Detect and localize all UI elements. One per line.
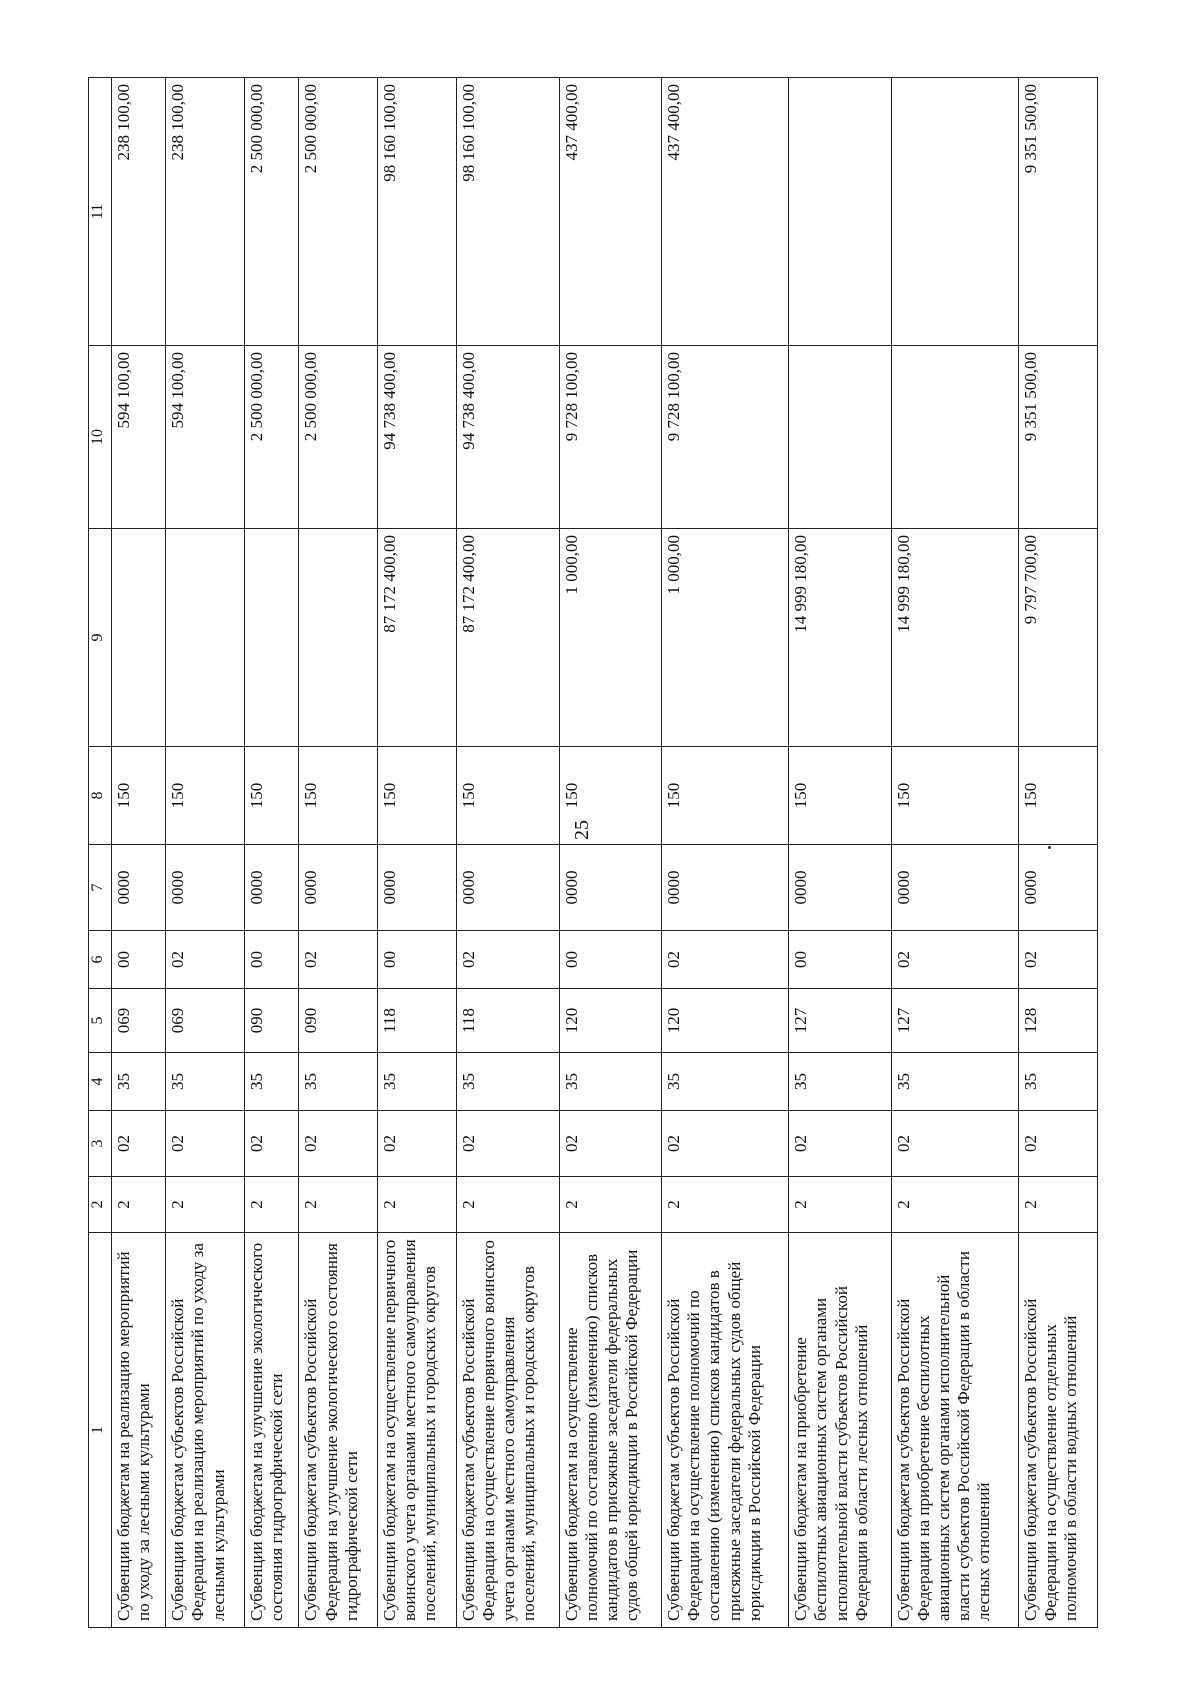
admin-code-cell: 2 — [112, 1177, 166, 1233]
subgroup-code-cell: 35 — [112, 1053, 166, 1111]
column-header-4: 4 — [89, 1053, 112, 1111]
article-code-cell: 090 — [245, 989, 299, 1053]
article-code-cell: 128 — [1019, 989, 1098, 1053]
admin-code-cell: 2 — [245, 1177, 299, 1233]
admin-code-cell: 2 — [559, 1177, 662, 1233]
article-code-cell: 127 — [892, 989, 1019, 1053]
economic-code-cell: 150 — [166, 747, 245, 845]
column-header-2: 2 — [89, 1177, 112, 1233]
table-body — [112, 78, 1098, 1628]
element-code-cell: 02 — [456, 931, 559, 989]
description-cell: Субвенции бюджетам субъектов Российской Федерации на улучшение экологического состояния гидрографической сети — [299, 1233, 378, 1628]
program-code-cell: 0000 — [892, 845, 1019, 931]
column-header-3: 3 — [89, 1111, 112, 1177]
description-cell: Субвенции бюджетам на приобретение беспилотных авиационных систем органами исполнительной власти субъектов Российской Федерации в области лесных отношений — [789, 1233, 892, 1628]
amount-col9-cell — [166, 529, 245, 747]
program-code-cell: 0000 — [112, 845, 166, 931]
amount-col9-cell — [299, 529, 378, 747]
economic-code-cell: 150 — [299, 747, 378, 845]
amount-col10-cell: 94 738 400,00 — [378, 346, 457, 529]
group-code-cell: 02 — [112, 1111, 166, 1177]
economic-code-cell: 150 — [112, 747, 166, 845]
amount-col9-cell: 1 000,00 — [662, 529, 789, 747]
subgroup-code-cell: 35 — [662, 1053, 789, 1111]
amount-col10-cell: 9 728 100,00 — [662, 346, 789, 529]
amount-col11-cell: 437 400,00 — [559, 78, 662, 346]
element-code-cell: 00 — [112, 931, 166, 989]
subgroup-code-cell: 35 — [378, 1053, 457, 1111]
group-code-cell: 02 — [299, 1111, 378, 1177]
table-row — [456, 78, 559, 1628]
description-cell: Субвенции бюджетам субъектов Российской Федерации на осуществление первичного воинского учета органами местного самоуправления поселений, муниципальных и городских округов — [456, 1233, 559, 1628]
amount-col11-cell: 98 160 100,00 — [456, 78, 559, 346]
element-code-cell: 02 — [1019, 931, 1098, 989]
amount-col11-cell: 437 400,00 — [662, 78, 789, 346]
economic-code-cell: 150 — [378, 747, 457, 845]
subgroup-code-cell: 35 — [892, 1053, 1019, 1111]
economic-code-cell: 150 — [456, 747, 559, 845]
group-code-cell: 02 — [559, 1111, 662, 1177]
column-header-5: 5 — [89, 989, 112, 1053]
article-code-cell: 090 — [299, 989, 378, 1053]
article-code-cell: 120 — [662, 989, 789, 1053]
program-code-cell: 0000 — [245, 845, 299, 931]
amount-col10-cell: 94 738 400,00 — [456, 346, 559, 529]
table-row — [1019, 78, 1098, 1628]
amount-col9-cell: 14 999 180,00 — [789, 529, 892, 747]
column-header-6: 6 — [89, 931, 112, 989]
amount-col10-cell: 2 500 000,00 — [245, 346, 299, 529]
column-header-1: 1 — [89, 1233, 112, 1628]
description-cell: Субвенции бюджетам на реализацию мероприятий по уходу за лесными культурами — [112, 1233, 166, 1628]
table-row — [112, 78, 166, 1628]
amount-col11-cell — [892, 78, 1019, 346]
article-code-cell: 118 — [456, 989, 559, 1053]
economic-code-cell: 150 — [1019, 747, 1098, 845]
amount-col11-cell: 238 100,00 — [166, 78, 245, 346]
description-cell: Субвенции бюджетам на осуществление полномочий по составлению (изменению) списков кандидатов в присяжные заседатели федеральных судов общей юрисдикции в Российской Федерации — [559, 1233, 662, 1628]
subgroup-code-cell: 35 — [559, 1053, 662, 1111]
article-code-cell: 118 — [378, 989, 457, 1053]
subgroup-code-cell: 35 — [1019, 1053, 1098, 1111]
element-code-cell: 00 — [789, 931, 892, 989]
subgroup-code-cell: 35 — [789, 1053, 892, 1111]
amount-col10-cell — [789, 346, 892, 529]
subgroup-code-cell: 35 — [166, 1053, 245, 1111]
admin-code-cell: 2 — [299, 1177, 378, 1233]
amount-col11-cell — [789, 78, 892, 346]
economic-code-cell: 150 — [662, 747, 789, 845]
description-cell: Субвенции бюджетам субъектов Российской Федерации на осуществление полномочий по составлению (изменению) списков кандидатов в присяжные заседатели федеральных судов общей юрисдикции в Российской Федерации — [662, 1233, 789, 1628]
subgroup-code-cell: 35 — [456, 1053, 559, 1111]
program-code-cell: 0000 — [789, 845, 892, 931]
amount-col9-cell: 1 000,00 — [559, 529, 662, 747]
amount-col11-cell: 2 500 000,00 — [245, 78, 299, 346]
admin-code-cell: 2 — [378, 1177, 457, 1233]
element-code-cell: 02 — [166, 931, 245, 989]
program-code-cell: 0000 — [559, 845, 662, 931]
admin-code-cell: 2 — [892, 1177, 1019, 1233]
amount-col11-cell: 9 351 500,00 — [1019, 78, 1098, 346]
admin-code-cell: 2 — [1019, 1177, 1098, 1233]
economic-code-cell: 150 — [892, 747, 1019, 845]
admin-code-cell: 2 — [789, 1177, 892, 1233]
subventions-table — [88, 77, 1098, 1628]
column-header-8: 8 — [89, 747, 112, 845]
element-code-cell: 00 — [245, 931, 299, 989]
element-code-cell: 00 — [559, 931, 662, 989]
amount-col9-cell: 87 172 400,00 — [456, 529, 559, 747]
subgroup-code-cell: 35 — [299, 1053, 378, 1111]
amount-col9-cell — [112, 529, 166, 747]
table-row — [378, 78, 457, 1628]
table-row — [299, 78, 378, 1628]
amount-col9-cell: 87 172 400,00 — [378, 529, 457, 747]
group-code-cell: 02 — [166, 1111, 245, 1177]
description-cell: Субвенции бюджетам на осуществление первичного воинского учета органами местного самоуправления поселений, муниципальных и городских округов — [378, 1233, 457, 1628]
column-header-7: 7 — [89, 845, 112, 931]
amount-col9-cell: 9 797 700,00 — [1019, 529, 1098, 747]
group-code-cell: 02 — [456, 1111, 559, 1177]
description-cell: Субвенции бюджетам на улучшение экологического состояния гидрографической сети — [245, 1233, 299, 1628]
description-cell: Субвенции бюджетам субъектов Российской Федерации на приобретение беспилотных авиационных систем органами исполнительной власти субъектов Российской Федерации в области лесных отношений — [892, 1233, 1019, 1628]
group-code-cell: 02 — [378, 1111, 457, 1177]
article-code-cell: 120 — [559, 989, 662, 1053]
economic-code-cell: 150 — [245, 747, 299, 845]
description-cell: Субвенции бюджетам субъектов Российской Федерации на реализацию мероприятий по уходу за лесными культурами — [166, 1233, 245, 1628]
column-number-row — [89, 78, 112, 1628]
group-code-cell: 02 — [245, 1111, 299, 1177]
amount-col10-cell: 594 100,00 — [112, 346, 166, 529]
admin-code-cell: 2 — [456, 1177, 559, 1233]
economic-code-cell: 150 — [789, 747, 892, 845]
element-code-cell: 02 — [892, 931, 1019, 989]
column-header-11: 11 — [89, 78, 112, 346]
amount-col11-cell: 238 100,00 — [112, 78, 166, 346]
amount-col10-cell: 2 500 000,00 — [299, 346, 378, 529]
element-code-cell: 00 — [378, 931, 457, 989]
admin-code-cell: 2 — [166, 1177, 245, 1233]
group-code-cell: 02 — [662, 1111, 789, 1177]
article-code-cell: 127 — [789, 989, 892, 1053]
amount-col10-cell: 9 728 100,00 — [559, 346, 662, 529]
page-number: 25 — [571, 820, 593, 840]
program-code-cell: 0000 — [299, 845, 378, 931]
amount-col10-cell: 9 351 500,00 — [1019, 346, 1098, 529]
program-code-cell: 0000 — [378, 845, 457, 931]
scan-speck — [1048, 846, 1051, 849]
article-code-cell: 069 — [112, 989, 166, 1053]
table-row — [789, 78, 892, 1628]
program-code-cell: 0000 — [662, 845, 789, 931]
table-row — [662, 78, 789, 1628]
amount-col10-cell: 594 100,00 — [166, 346, 245, 529]
economic-code-cell: 150 — [559, 747, 662, 845]
amount-col9-cell — [245, 529, 299, 747]
program-code-cell: 0000 — [456, 845, 559, 931]
subgroup-code-cell: 35 — [245, 1053, 299, 1111]
amount-col10-cell — [892, 346, 1019, 529]
amount-col11-cell: 2 500 000,00 — [299, 78, 378, 346]
program-code-cell: 0000 — [1019, 845, 1098, 931]
article-code-cell: 069 — [166, 989, 245, 1053]
group-code-cell: 02 — [1019, 1111, 1098, 1177]
group-code-cell: 02 — [789, 1111, 892, 1177]
group-code-cell: 02 — [892, 1111, 1019, 1177]
table-row — [245, 78, 299, 1628]
column-header-10: 10 — [89, 346, 112, 529]
element-code-cell: 02 — [299, 931, 378, 989]
admin-code-cell: 2 — [662, 1177, 789, 1233]
column-header-9: 9 — [89, 529, 112, 747]
amount-col9-cell: 14 999 180,00 — [892, 529, 1019, 747]
amount-col11-cell: 98 160 100,00 — [378, 78, 457, 346]
description-cell: Субвенции бюджетам субъектов Российской Федерации на осуществление отдельных полномочий в области водных отношений — [1019, 1233, 1098, 1628]
table-row — [892, 78, 1019, 1628]
table-row — [559, 78, 662, 1628]
program-code-cell: 0000 — [166, 845, 245, 931]
element-code-cell: 02 — [662, 931, 789, 989]
table-row — [166, 78, 245, 1628]
budget-table-container — [88, 78, 1098, 1628]
